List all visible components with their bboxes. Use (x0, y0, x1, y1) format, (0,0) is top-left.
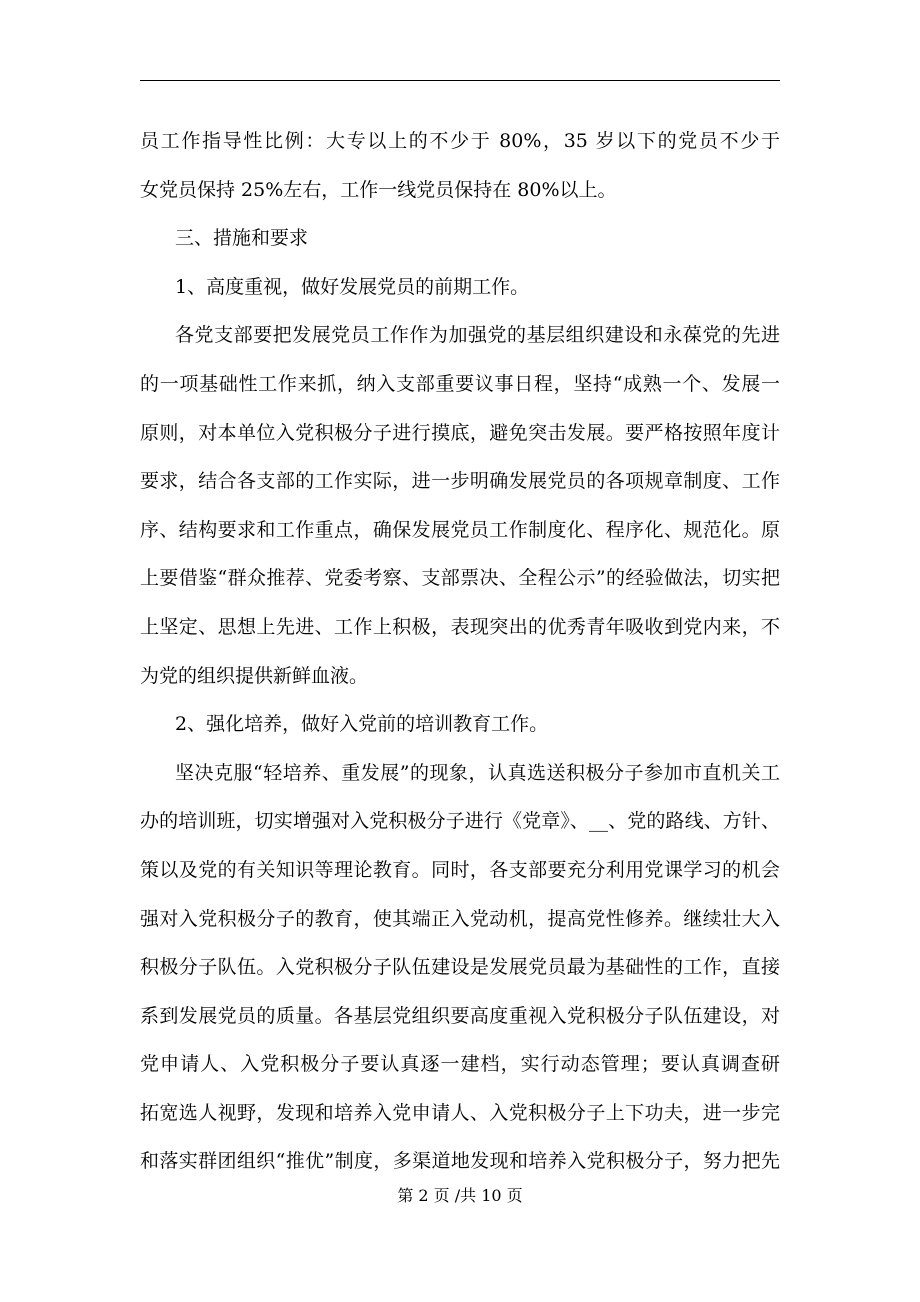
text-line: 系到发展党员的质量。各基层党组织要高度重视入党积极分子队伍建设，对 (140, 1004, 780, 1027)
text-line: 坚决克服“轻培养、重发展”的现象，认真选送积极分子参加市直机关工 (175, 761, 780, 784)
text-line: 上坚定、思想上先进、工作上积极，表现突出的优秀青年吸收到党内来，不 (140, 615, 780, 638)
text-line: 拓宽选人视野，发现和培养入党申请人、入党积极分子上下功夫，进一步完 (140, 1101, 780, 1124)
text-line: 序、结构要求和工作重点，确保发展党员工作制度化、程序化、规范化。原 (140, 518, 780, 541)
text-line: 要求，结合各支部的工作实际，进一步明确发展党员的各项规章制度、工作 (140, 470, 780, 493)
text-line: 办的培训班，切实增强对入党积极分子进行《党章》、__、党的路线、方针、 (140, 810, 780, 833)
text-line: 的一项基础性工作来抓，纳入支部重要议事日程，坚持“成熟一个、发展一 (140, 372, 780, 395)
text-line: 和落实群团组织“推优”制度，多渠道地发现和培养入党积极分子，努力把先 (140, 1150, 780, 1173)
page-number-footer: 第 2 页 /共 10 页 (397, 1186, 523, 1205)
text-line: 女党员保持 25%左右，工作一线党员保持在 80%以上。 (140, 178, 617, 201)
text-line: 党申请人、入党积极分子要认真逐一建档，实行动态管理；要认真调查研 (140, 1053, 780, 1076)
header-rule (140, 80, 780, 81)
text-line: 上要借鉴“群众推荐、党委考察、支部票决、全程公示”的经验做法，切实把 (140, 567, 780, 590)
text-line: 策以及党的有关知识等理论教育。同时，各支部要充分利用党课学习的机会 (140, 858, 780, 881)
text-line: 为党的组织提供新鲜血液。 (140, 664, 369, 687)
section-heading: 三、措施和要求 (175, 227, 309, 250)
text-line: 各党支部要把发展党员工作作为加强党的基层组织建设和永葆党的先进 (175, 324, 780, 347)
subsection-heading: 1、高度重视，做好发展党员的前期工作。 (175, 275, 530, 298)
text-line: 原则，对本单位入党积极分子进行摸底，避免突击发展。要严格按照年度计 (140, 421, 780, 444)
subsection-heading: 2、强化培养，做好入党前的培训教育工作。 (175, 713, 549, 736)
text-line: 积极分子队伍。入党积极分子队伍建设是发展党员最为基础性的工作，直接 (140, 956, 780, 979)
text-line: 强对入党积极分子的教育，使其端正入党动机，提高党性修养。继续壮大入 (140, 907, 780, 930)
text-line: 员工作指导性比例：大专以上的不少于 80%，35 岁以下的党员不少于 (140, 130, 780, 152)
document-body (140, 117, 780, 1186)
